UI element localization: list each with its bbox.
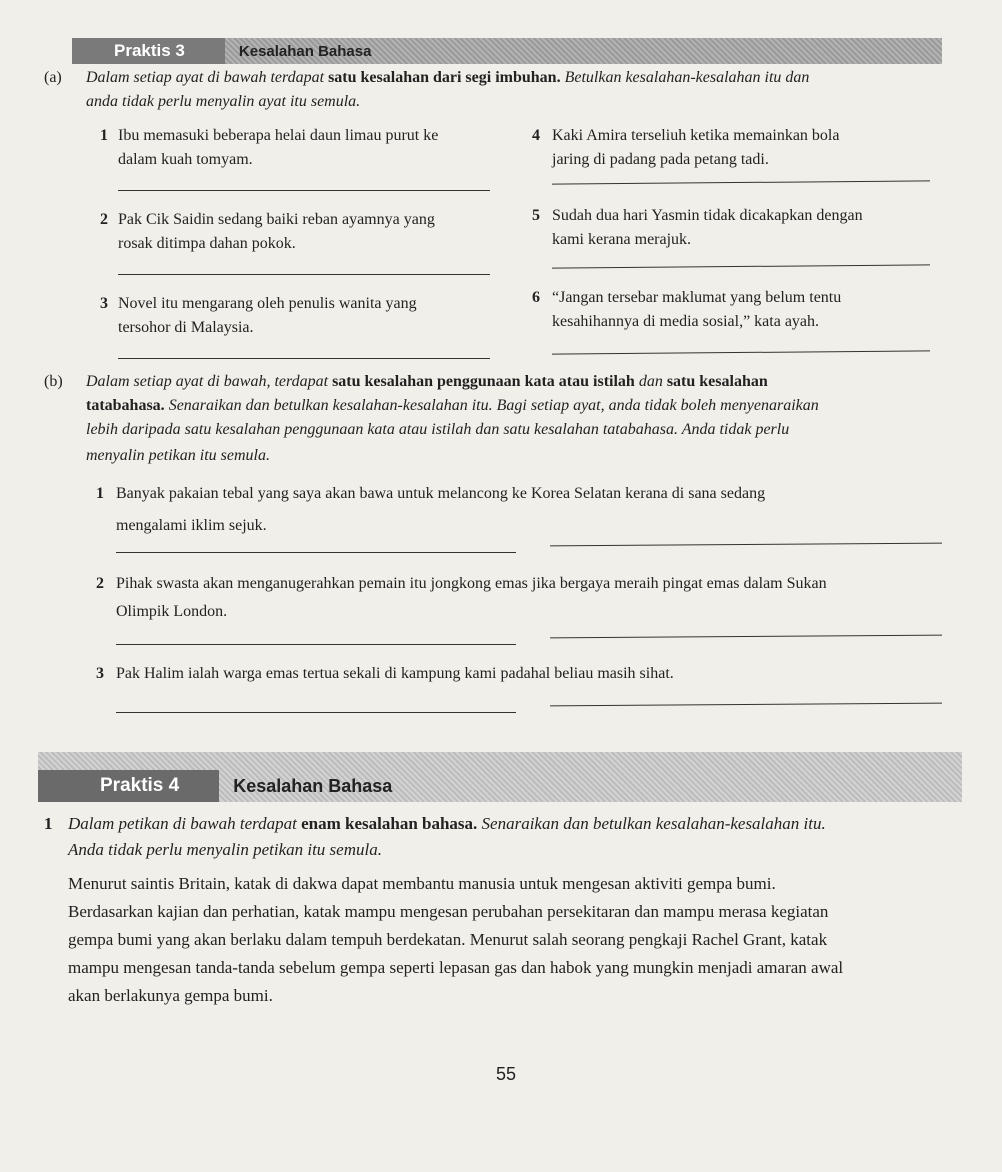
item-text-line-2: tersohor di Malaysia. xyxy=(118,319,254,336)
section-b-instr-1c: dan xyxy=(638,373,663,390)
item-a-2 xyxy=(100,208,498,256)
passage-line: gempa bumi yang akan berlaku dalam tempuh berdekatan. Menurut salah seorang pengkaji Rachel Grant, katak xyxy=(68,930,828,949)
p4-instr-1b: enam kesalahan bahasa. xyxy=(301,814,478,833)
item-text-line-1: Pak Cik Saidin sedang baiki reban ayamnya yang xyxy=(118,211,435,228)
praktis-4-banner xyxy=(38,752,962,802)
item-text-line-1: Novel itu mengarang oleh penulis wanita yang xyxy=(118,295,417,312)
item-b-2 xyxy=(96,572,956,624)
item-text-line-1: Banyak pakaian tebal yang saya akan bawa untuk melancong ke Korea Selatan kerana di sana sedang xyxy=(116,485,766,502)
answer-line[interactable] xyxy=(118,190,490,191)
item-a-5 xyxy=(532,204,932,252)
item-a-3 xyxy=(100,292,498,340)
item-text-line-2: kami kerana merajuk. xyxy=(552,231,692,248)
section-b-instr-1a: Dalam setiap ayat di bawah, terdapat xyxy=(86,373,329,390)
praktis-4-title: Kesalahan Bahasa xyxy=(233,775,393,796)
answer-line[interactable] xyxy=(550,543,942,547)
section-a-instr-2: Betulkan kesalahan-kesalahan itu dan xyxy=(564,69,810,86)
answer-line[interactable] xyxy=(552,350,930,354)
section-b-instr-1b: satu kesalahan penggunaan kata atau istilah xyxy=(332,373,635,390)
p4-instr-line-2: Anda tidak perlu menyalin petikan itu semula. xyxy=(68,840,382,859)
section-a-instr-1: Dalam setiap ayat di bawah terdapat xyxy=(86,69,325,86)
section-b-instr-line-4: menyalin petikan itu semula. xyxy=(86,447,270,464)
praktis-4-label: Praktis 4 xyxy=(38,770,219,802)
section-a-instr-bold: satu kesalahan dari segi imbuhan. xyxy=(328,69,561,86)
section-b-instr-1d: satu kesalahan xyxy=(666,373,768,390)
passage-line: Menurut saintis Britain, katak di dakwa dapat membantu manusia untuk mengesan aktiviti gempa bumi. xyxy=(68,874,776,893)
answer-line[interactable] xyxy=(116,552,516,553)
section-b-instr-2b: Senaraikan dan betulkan kesalahan-kesalahan itu. Bagi setiap ayat, anda tidak boleh menyenaraikan xyxy=(168,397,819,414)
answer-line[interactable] xyxy=(552,264,930,268)
item-text-line-1: Ibu memasuki beberapa helai daun limau purut ke xyxy=(118,127,439,144)
item-number: 1 xyxy=(100,127,108,144)
item-text-line-2: mengalami iklim sejuk. xyxy=(116,517,267,534)
praktis-3-banner xyxy=(72,38,942,64)
section-b-instr-line-1 xyxy=(86,370,768,394)
answer-line[interactable] xyxy=(118,358,490,359)
item-number: 6 xyxy=(532,289,540,306)
praktis-3-label: Praktis 3 xyxy=(72,38,225,64)
item-number: 2 xyxy=(96,575,104,592)
section-b-marker: (b) xyxy=(44,373,63,390)
passage-line: akan berlakunya gempa bumi. xyxy=(68,986,273,1005)
passage-line: Berdasarkan kajian dan perhatian, katak mampu mengesan perubahan persekitaran dan mampu merasa kegiatan xyxy=(68,902,829,921)
item-text-line-1: Pak Halim ialah warga emas tertua sekali di kampung kami padahal beliau masih sihat. xyxy=(116,665,674,682)
answer-line[interactable] xyxy=(550,703,942,707)
item-a-4 xyxy=(532,124,932,172)
section-b-instr-line-3: lebih daripada satu kesalahan penggunaan kata atau istilah dan satu kesalahan tatabahasa. Anda tidak perlu xyxy=(86,421,790,438)
item-number: 5 xyxy=(532,207,540,224)
section-a-instructions xyxy=(86,66,946,90)
p4-instr-line-1 xyxy=(68,812,826,836)
p4-instr-1c: Senaraikan dan betulkan kesalahan-kesalahan itu. xyxy=(481,814,826,833)
section-b-instr-line-2 xyxy=(86,394,819,418)
p4-instr-1a: Dalam petikan di bawah terdapat xyxy=(68,814,297,833)
item-text-line-2: jaring di padang pada petang tadi. xyxy=(552,151,769,168)
section-a-instr-3: anda tidak perlu menyalin ayat itu semula. xyxy=(86,93,361,110)
item-b-1 xyxy=(96,482,946,538)
item-b-3 xyxy=(96,662,946,686)
item-text-line-1: Sudah dua hari Yasmin tidak dicakapkan dengan xyxy=(552,207,863,224)
answer-line[interactable] xyxy=(116,644,516,645)
item-text-line-2: Olimpik London. xyxy=(116,603,228,620)
p4-passage xyxy=(68,870,958,1010)
passage-line: mampu mengesan tanda-tanda sebelum gempa seperti lepasan gas dan habok yang mungkin menjadi amaran awal xyxy=(68,958,844,977)
item-text-line-2: dalam kuah tomyam. xyxy=(118,151,253,168)
item-text-line-1: “Jangan tersebar maklumat yang belum tentu xyxy=(552,289,842,306)
answer-line[interactable] xyxy=(116,712,516,713)
answer-line[interactable] xyxy=(550,635,942,639)
answer-line[interactable] xyxy=(118,274,490,275)
item-text-line-2: rosak ditimpa dahan pokok. xyxy=(118,235,296,252)
section-b-instr-2a: tatabahasa. xyxy=(86,397,165,414)
item-a-6 xyxy=(532,286,932,334)
item-number: 3 xyxy=(96,665,104,682)
answer-line[interactable] xyxy=(552,180,930,184)
item-number: 1 xyxy=(96,485,104,502)
item-number: 3 xyxy=(100,295,108,312)
section-a-marker: (a) xyxy=(44,69,62,86)
praktis-3-title: Kesalahan Bahasa xyxy=(238,42,372,60)
item-text-line-2: kesahihannya di media sosial,” kata ayah. xyxy=(552,313,820,330)
item-number: 2 xyxy=(100,211,108,228)
page-number: 55 xyxy=(496,1064,517,1084)
item-text-line-1: Pihak swasta akan menganugerahkan pemain itu jongkong emas jika bergaya meraih pingat emas dalam Sukan xyxy=(116,575,827,592)
item-text-line-1: Kaki Amira terseliuh ketika memainkan bola xyxy=(552,127,840,144)
item-a-1 xyxy=(100,124,498,172)
item-number: 4 xyxy=(532,127,540,144)
p4-question-number: 1 xyxy=(44,814,53,833)
